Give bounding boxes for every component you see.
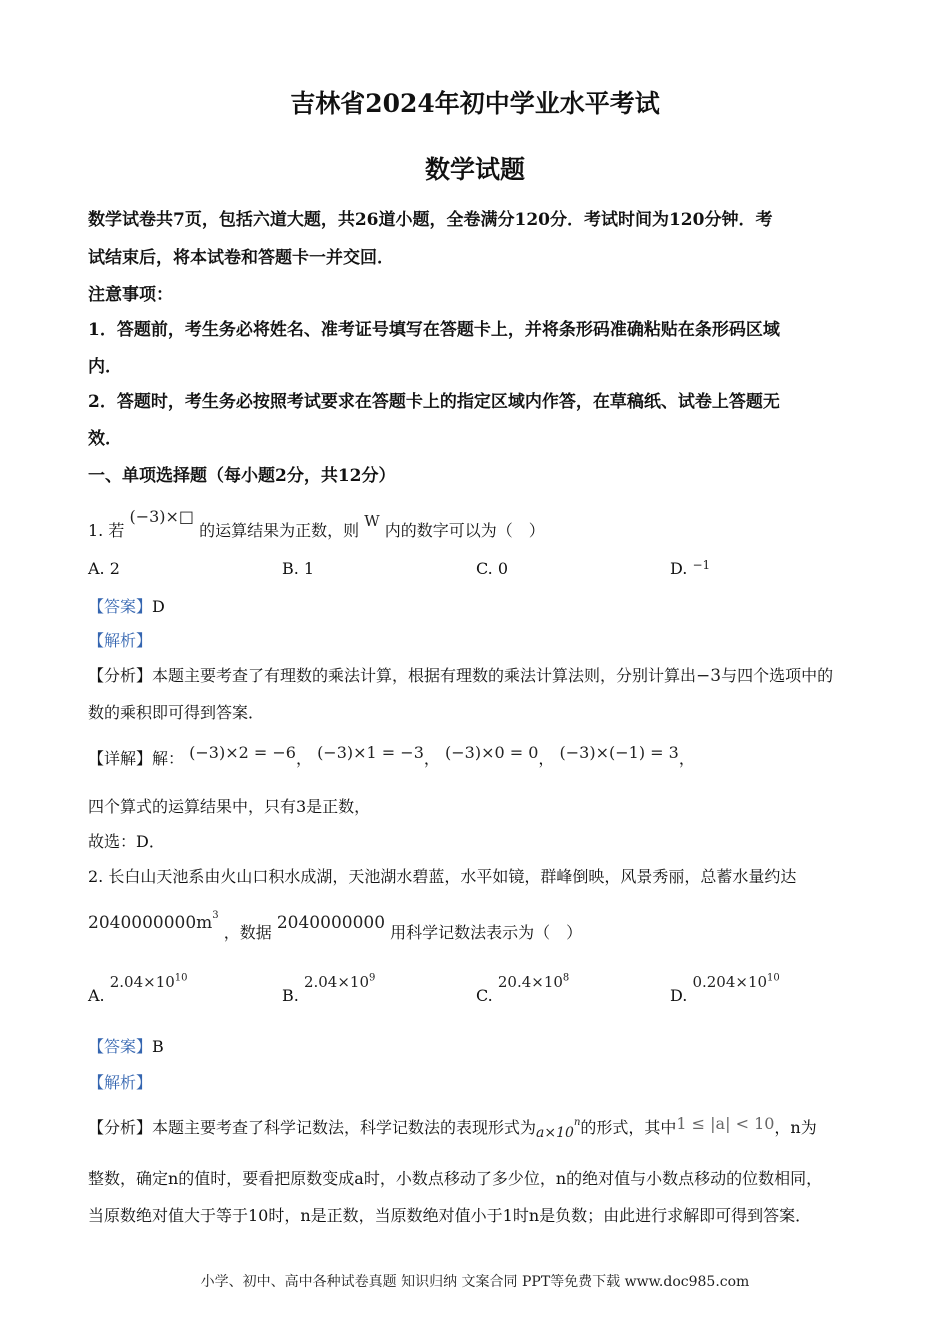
q2-option-d-label: D. xyxy=(670,986,688,1005)
option-c: C. 0 xyxy=(476,559,509,578)
analysis-2-line-1 xyxy=(88,1114,817,1141)
detail-prefix: 解： xyxy=(152,749,185,768)
detail-1 xyxy=(88,743,695,769)
question-1-prefix: 1. 若 xyxy=(88,521,125,540)
answer-value: B xyxy=(152,1037,164,1056)
sci-form: a×10 xyxy=(536,1125,574,1141)
q2-option-a-exp: 10 xyxy=(174,972,188,984)
separator: ， xyxy=(678,749,695,768)
fenxi-text: 本题主要考查了有理数的乘法计算，根据有理数的乘法计算法则，分别计算出 xyxy=(152,666,697,685)
separator: ， xyxy=(423,749,440,768)
data-number: 2040000000 xyxy=(276,913,386,933)
analysis-tag: 【解析】 xyxy=(88,631,153,650)
option-b: B. 1 xyxy=(282,559,315,578)
q2-option-c-exp: 8 xyxy=(562,972,570,984)
q2-option-d-base: 0.204×10 xyxy=(692,973,768,991)
choice-1: 故选：D． xyxy=(88,832,165,851)
question-2-suffix: 用科学记数法表示为（ ） xyxy=(390,923,583,942)
sci-form-exp: n xyxy=(573,1116,581,1128)
note-1-line-1: 1．答题前，考生务必将姓名、准考证号填写在答题卡上，并将条形码准确粘贴在条形码区域 xyxy=(88,320,780,340)
fenxi-tag: 【分析】 xyxy=(88,1118,153,1137)
note-2-line-1: 2．答题时，考生务必按照考试要求在答题卡上的指定区域内作答，在草稿纸、试卷上答题无 xyxy=(88,392,780,412)
q2-option-b-exp: 9 xyxy=(369,972,376,984)
question-1-stem xyxy=(88,507,545,541)
question-1-mid: 的运算结果为正数，则 xyxy=(199,521,360,540)
question-2-mid: ，数据 xyxy=(223,923,272,942)
question-2-line-1: 2. 长白山天池系由火山口积水成湖，天池湖水碧蓝，水平如镜，群峰倒映，风景秀丽，总蓄水量约达 xyxy=(88,867,797,886)
q2-option-b-base: 2.04×10 xyxy=(303,973,369,991)
page-subtitle: 数学试题 xyxy=(424,155,525,184)
option-d-value: −1 xyxy=(692,558,711,572)
answer-line-1 xyxy=(88,594,165,617)
equation-2: (−3)×1 = −3 xyxy=(317,743,424,762)
q2-option-c-base: 20.4×10 xyxy=(497,973,563,991)
volume-value: 2040000000m xyxy=(88,913,213,933)
answer-tag: 【答案】 xyxy=(88,1037,153,1056)
intro-line-2: 试结束后，将本试卷和答题卡一并交回． xyxy=(88,248,394,268)
q2-option-c-label: C. xyxy=(476,986,493,1005)
q2-option-b-label: B. xyxy=(282,986,299,1005)
option-d-label: D. xyxy=(670,559,688,578)
fenxi-number: −3 xyxy=(696,666,722,686)
analysis-2-line-3: 当原数绝对值大于等于10时，n是正数，当原数绝对值小于1时n是负数；由此进行求解即可得到答案． xyxy=(88,1206,812,1225)
fenxi-text-b: 与四个选项中的 xyxy=(721,666,834,685)
fenxi-text-b: 的形式，其中 xyxy=(580,1118,677,1137)
section-heading: 一、单项选择题（每小题2分，共12分） xyxy=(88,466,396,486)
equation-4: (−3)×(−1) = 3 xyxy=(559,743,679,762)
separator: ， xyxy=(538,749,555,768)
q2-option-a-base: 2.04×10 xyxy=(109,973,175,991)
page-title: 吉林省2024年初中学业水平考试 xyxy=(290,89,660,118)
analysis-tag: 【解析】 xyxy=(88,1073,153,1092)
range-expression: 1 ≤ |a| < 10 xyxy=(676,1114,775,1133)
answer-line-2 xyxy=(88,1034,164,1057)
detail-tag: 【详解】 xyxy=(88,749,153,768)
question-1-box-symbol: W xyxy=(364,512,380,530)
analysis-1-line-1 xyxy=(88,663,833,686)
page-footer: 小学、初中、高中各种试卷真题 知识归纳 文案合同 PPT等免费下载 www.doc985.com xyxy=(200,1274,750,1290)
analysis-2-line-2: 整数，确定n的值时，要看把原数变成a时，小数点移动了多少位，n的绝对值与小数点移动的位数相同， xyxy=(88,1169,823,1188)
note-2-line-2: 效． xyxy=(88,429,122,449)
question-1-expression: (−3)×□ xyxy=(129,507,195,526)
fenxi-tag: 【分析】 xyxy=(88,666,153,685)
q2-option-a xyxy=(88,972,188,1005)
q2-option-d-exp: 10 xyxy=(767,972,780,984)
q2-option-d xyxy=(670,972,780,1005)
equation-3: (−3)×0 = 0 xyxy=(445,743,539,762)
question-2-line-2 xyxy=(88,909,583,943)
volume-exponent: 3 xyxy=(212,909,219,921)
fenxi-text: 本题主要考查了科学记数法，科学记数法的表现形式为 xyxy=(152,1118,537,1137)
answer-value: D xyxy=(152,597,165,616)
analysis-1-line-2: 数的乘积即可得到答案． xyxy=(88,703,265,722)
equation-1: (−3)×2 = −6 xyxy=(189,743,296,762)
q2-option-a-label: A. xyxy=(88,986,105,1005)
answer-tag: 【答案】 xyxy=(88,597,153,616)
question-1-suffix: 内的数字可以为（ ） xyxy=(384,521,545,540)
q2-option-c xyxy=(476,972,570,1005)
option-a: A. 2 xyxy=(88,559,120,578)
note-1-line-2: 内． xyxy=(88,357,122,377)
separator: ， xyxy=(295,749,312,768)
notes-heading: 注意事项： xyxy=(88,285,173,305)
fenxi-text-c: ，n为 xyxy=(774,1118,817,1137)
intro-line-1: 数学试卷共7页，包括六道大题，共26道小题，全卷满分120分．考试时间为120分钟．考 xyxy=(88,210,773,230)
q2-option-b xyxy=(282,972,376,1005)
option-d xyxy=(670,559,710,578)
conclusion-1: 四个算式的运算结果中，只有3是正数， xyxy=(88,797,371,816)
